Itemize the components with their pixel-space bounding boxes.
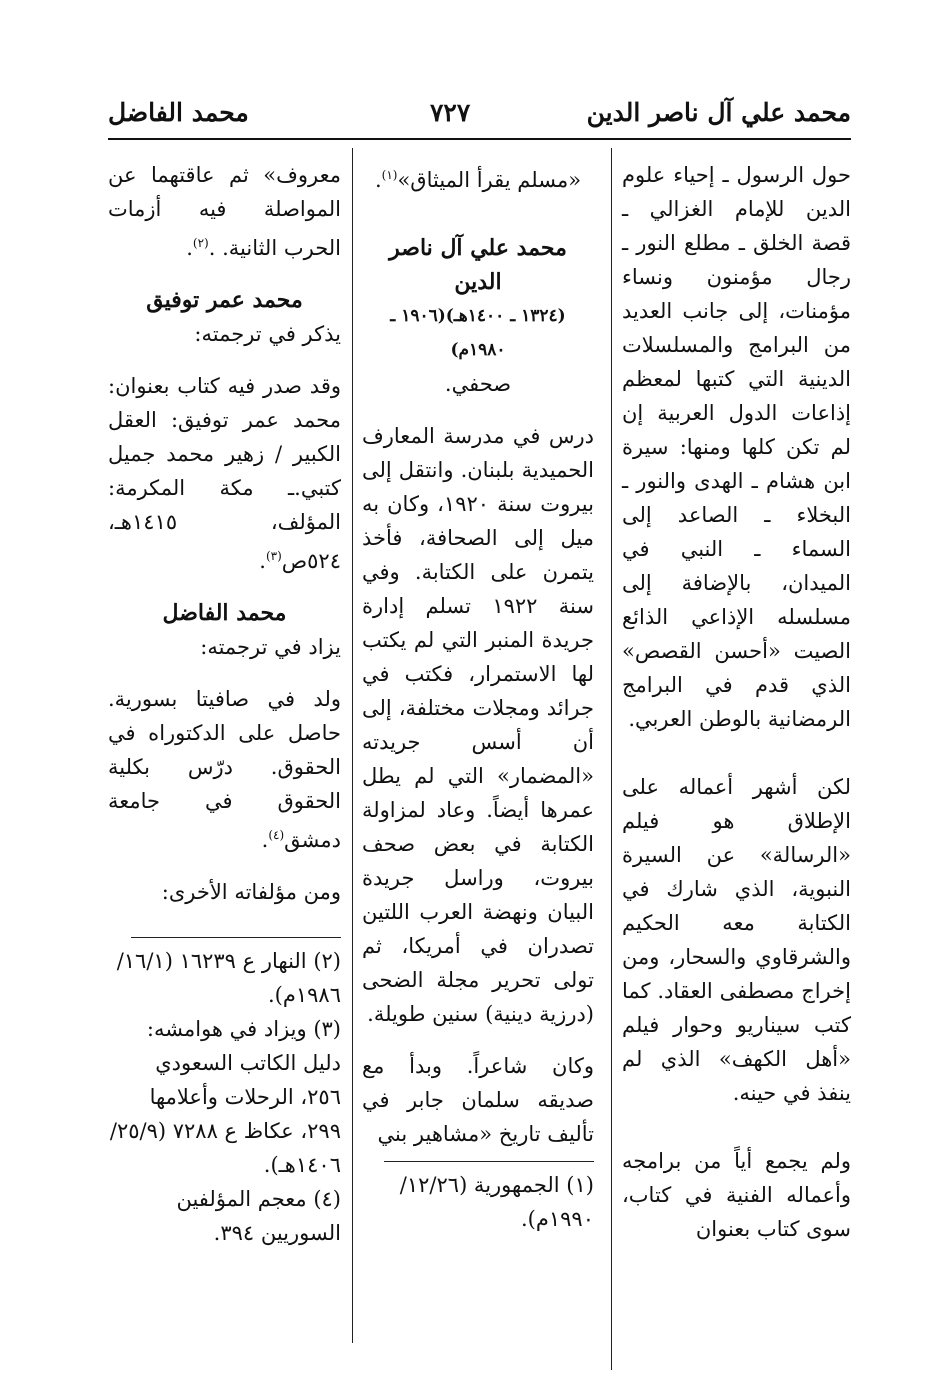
column-right	[622, 158, 851, 1246]
intro-end: .	[374, 168, 382, 192]
paragraph: ومن مؤلفاته الأخرى:	[161, 880, 341, 904]
column-divider-left	[352, 148, 353, 1343]
paragraph: لكن أشهر أعماله على الإطلاق هو فيلم «الرسالة» عن السيرة النبوية، الذي شارك في الكتابة معه الحكيم والشرقاوي والسحار، ومن إخراج مصطفى العقاد. كما كتب سيناريو وحوار فيلم «أهل الكهف» الذي لم ينفذ في حينه.	[622, 775, 851, 1105]
paragraph-text: وقد صدر فيه كتاب بعنوان: محمد عمر توفيق: العقل الكبير / زهير محمد جميل كتبي.ـ مكة المكرمة: المؤلف، ١٤١٥هـ، ٥٢٤ص	[108, 374, 341, 573]
entry-heading: محمد علي آل ناصر الدين	[389, 235, 567, 295]
paragraph: ولم يجمع أياً من برامجه وأعماله الفنية في كتاب، سوى كتاب بعنوان	[622, 1149, 851, 1241]
page-header	[0, 0, 949, 140]
paragraph: حول الرسول ـ إحياء علوم الدين للإمام الغزالي ـ قصة الخلق ـ مطلع النور ـ رجال مؤمنون ونساء مؤمنات، إلى جانب العديد من البرامج والمسلسلات الدينية التي كتبها لمعظم إذاعات الدول العربية إن لم تكن كلها ومنها: سيرة ابن هشام ـ الهدى والنور ـ البخلاء ـ الصاعد إلى السماء ـ النبي في الميدان، بالإضافة إلى مسلسله الإذاعي الذائع الصيت «أحسن القصص» الذي قدم في البرامج الرمضانية بالوطن العربي.	[622, 163, 851, 731]
entry-subtitle: يذكر في ترجمته:	[194, 322, 341, 346]
footnote: (٣) ويزاد في هوامشه: دليل الكاتب السعودي ٢٥٦، الرحلات وأعلامها ٢٩٩، عكاظ ع ٧٢٨٨ (٢٥/٩/ ١٤٠٦هـ).	[109, 1017, 341, 1177]
column-left	[108, 158, 341, 1250]
paragraph	[108, 682, 341, 857]
intro-text: معروف» ثم عاقتهما عن المواصلة فيه أزمات الحرب الثانية. .	[108, 163, 341, 260]
paragraph: درس في مدرسة المعارف الحميدية بلبنان. وانتقل إلى بيروت سنة ١٩٢٠، وكان به ميل إلى الصحافة، فأخذ يتمرن على الكتابة. وفي سنة ١٩٢٢ تسلم إدارة جريدة المنبر التي لم يكتب لها الاستمرار، فكتب في جرائد ومجلات مختلفة، إلى أن أسس جريدته «المضمار» التي لم يطل عمرها أيضاً. وعاد لمزاولة الكتابة في بعض صحف بيروت، وراسل جريدة البيان ونهضة العرب اللتين تصدران في أمريكا، ثم تولى تحرير مجلة الضحى (درزية دينية) سنين طويلة.	[362, 424, 594, 1026]
footnote-rule	[384, 1161, 594, 1162]
intro-text: «مسلم يقرأ الميثاق»	[397, 168, 582, 192]
paragraph-end: .	[259, 549, 266, 573]
paragraph: وكان شاعراً. وبدأ مع صديقه سلمان جابر في تأليف تاريخ «مشاهير بني	[362, 1054, 594, 1146]
intro-line	[108, 158, 341, 265]
footnote-ref: (٢)	[192, 236, 209, 250]
footnote: (٤) معجم المؤلفين السوريين ٣٩٤.	[176, 1187, 341, 1245]
paragraph-text: ولد في صافيتا بسورية. حاصل على الدكتوراه في الحقوق. درّس بكلية الحقوق في جامعة دمشق	[108, 687, 341, 852]
footnote: (٢) النهار ع ١٦٢٣٩ (١٦/١/ ١٩٨٦م).	[116, 949, 341, 1007]
entry-heading: محمد عمر توفيق	[146, 287, 303, 313]
running-title-right: محمد علي آل ناصر الدين	[586, 98, 851, 127]
intro-line	[362, 158, 594, 197]
footnote-ref: (٤)	[268, 828, 285, 842]
footnote: (١) الجمهورية (١٢/٢٦/ ١٩٩٠م).	[399, 1173, 594, 1231]
paragraph-end: .	[261, 828, 269, 852]
running-title-left: محمد الفاضل	[108, 98, 249, 127]
entry-subtitle: يزاد في ترجمته:	[200, 635, 341, 659]
entry-role: صحفي.	[444, 372, 512, 396]
paragraph	[108, 369, 341, 578]
footnote-ref: (١)	[381, 168, 398, 182]
entry-dates: (١٣٢٤ ـ ١٤٠٠هـ)(١٩٠٦ ـ ١٩٨٠م)	[390, 306, 566, 360]
intro-end: .	[186, 236, 193, 260]
column-divider-right	[611, 148, 612, 1370]
footnote-ref: (٣)	[265, 549, 282, 563]
page-number: ٧٢٧	[430, 98, 471, 127]
header-rule	[108, 138, 851, 140]
entry-heading: محمد الفاضل	[162, 600, 287, 626]
footnote-rule	[131, 937, 341, 938]
column-middle	[362, 158, 594, 1236]
